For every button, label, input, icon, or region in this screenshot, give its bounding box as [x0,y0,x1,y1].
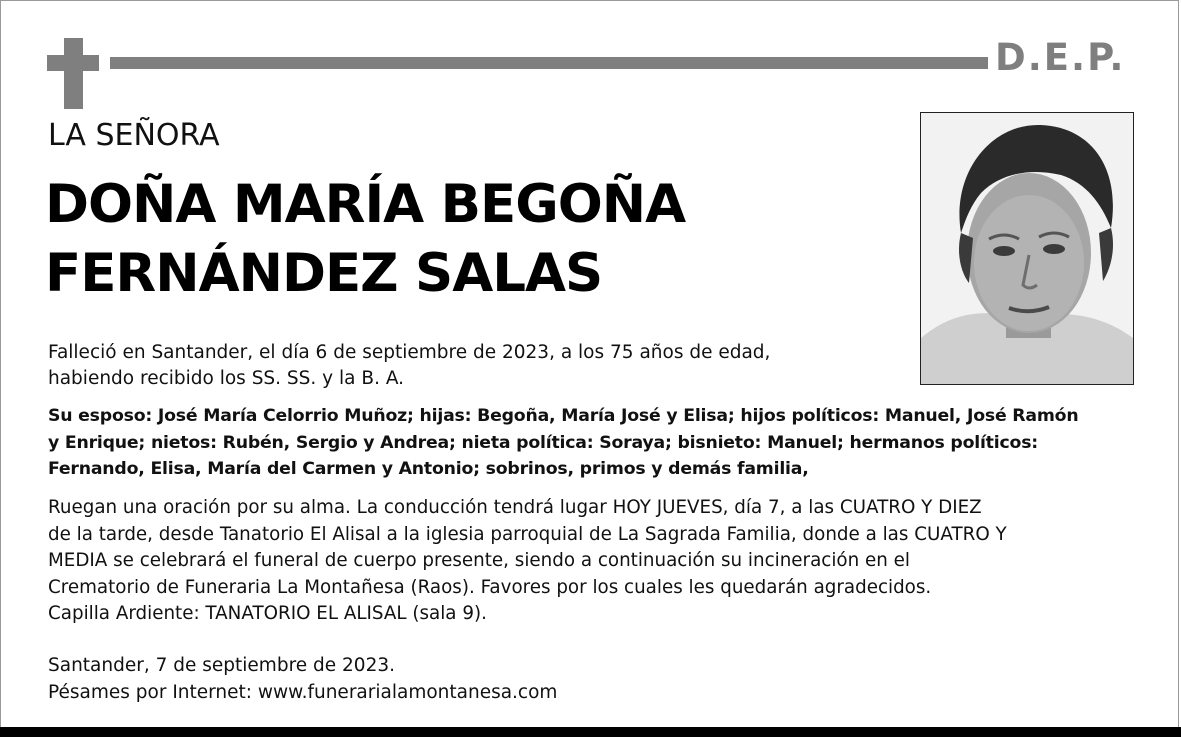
name-line-1: DOÑA MARÍA BEGOÑA [45,174,686,235]
deceased-name [45,170,685,308]
portrait-photo [920,112,1134,385]
cross-icon-bar [47,55,99,71]
service-line-1: Ruegan una oración por su alma. La conducción tendrá lugar HOY JUEVES, día 7, a las CUATRO Y DIEZ [48,497,982,518]
closing [48,652,848,706]
family-line-2: y Enrique; nietos: Rubén, Sergio y Andrea; nieta política: Soraya; bisnieto: Manuel; hermanos políticos: [48,432,1038,453]
death-line-1: Falleció en Santander, el día 6 de septiembre de 2023, a los 75 años de edad, [48,342,771,363]
condolences-url: Pésames por Internet: www.funerarialamontanesa.com [48,682,558,703]
service-line-2: de la tarde, desde Tanatorio El Alisal a la iglesia parroquial de La Sagrada Familia, donde a las CUATRO Y [48,523,1007,545]
family-line-1: Su esposo: José María Celorrio Muñoz; hijas: Begoña, María José y Elisa; hijos políticos: Manuel, José Ramón [48,406,1079,426]
bottom-rule [0,727,1181,737]
header-rule [110,57,988,69]
death-line-2: habiendo recibido los SS. SS. y la B. A. [48,368,405,389]
service-line-3: MEDIA se celebrará el funeral de cuerpo presente, siendo a continuación su incineración en el [48,550,910,571]
service-line-4: Crematorio de Funeraria La Montañesa (Raos). Favores por los cuales les quedarán agradecidos. [48,576,932,598]
death-notice [48,340,908,392]
family-line-3: Fernando, Elisa, María del Carmen y Antonio; sobrinos, primos y demás familia, [48,459,809,479]
place-date: Santander, 7 de septiembre de 2023. [48,655,396,676]
cross-icon [64,38,83,109]
family-members [48,403,1138,483]
salutation: LA SEÑORA [48,118,220,153]
service-line-5: Capilla Ardiente: TANATORIO EL ALISAL (sala 9). [48,603,487,624]
dep-label: D.E.P. [995,36,1126,79]
name-line-2: FERNÁNDEZ SALAS [45,243,603,304]
service-details [48,495,1143,628]
